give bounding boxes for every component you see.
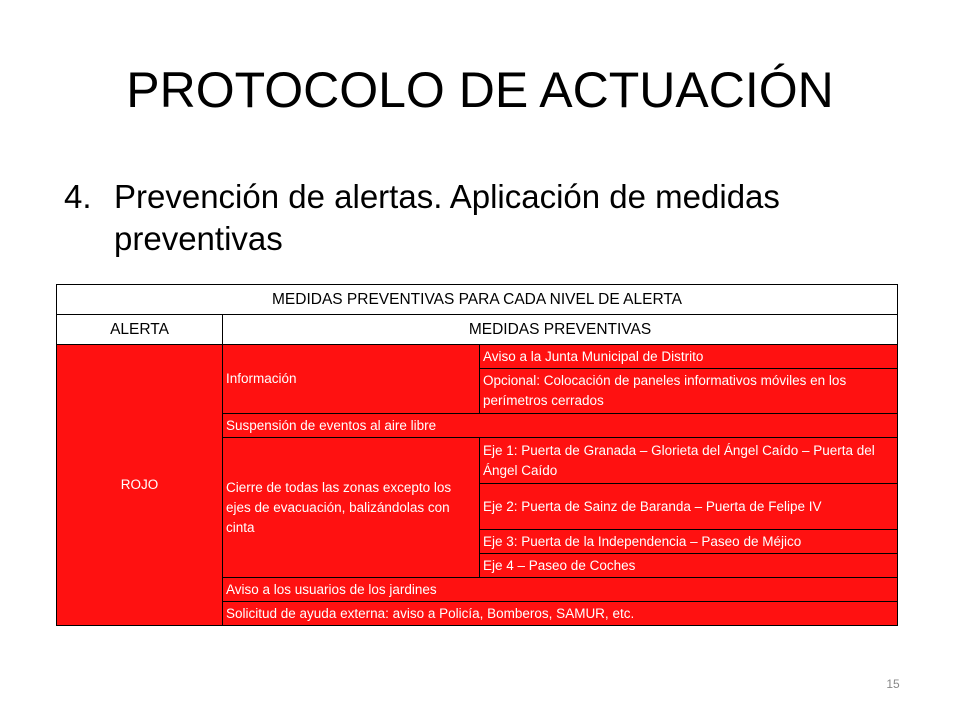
aviso-junta-cell: Aviso a la Junta Municipal de Distrito xyxy=(480,345,898,369)
eje1-cell: Eje 1: Puerta de Granada – Glorieta del Ángel Caído – Puerta del Ángel Caído xyxy=(480,438,898,484)
preventive-measures-table xyxy=(56,284,898,626)
slide-title: PROTOCOLO DE ACTUACIÓN xyxy=(126,62,834,118)
col-header-medidas: MEDIDAS PREVENTIVAS xyxy=(223,315,898,345)
subtitle-number: 4. xyxy=(64,178,92,215)
col-header-alerta: ALERTA xyxy=(57,315,223,345)
informacion-cell: Información xyxy=(223,345,480,414)
cierre-cell: Cierre de todas las zonas excepto los ejes de evacuación, balizándolas con cinta xyxy=(223,438,480,578)
table-header-row xyxy=(57,285,898,315)
alert-level-cell: ROJO xyxy=(57,345,223,626)
slide-subtitle xyxy=(64,176,914,260)
eje4-cell: Eje 4 – Paseo de Coches xyxy=(480,554,898,578)
page-number: 15 xyxy=(886,677,900,691)
table-row xyxy=(57,345,898,369)
aviso-usuarios-cell: Aviso a los usuarios de los jardines xyxy=(223,578,898,602)
eje3-cell: Eje 3: Puerta de la Independencia – Paseo de Méjico xyxy=(480,530,898,554)
table-column-headers xyxy=(57,315,898,345)
table-header: MEDIDAS PREVENTIVAS PARA CADA NIVEL DE ALERTA xyxy=(57,285,898,315)
suspension-cell: Suspensión de eventos al aire libre xyxy=(223,414,898,438)
opcional-cell: Opcional: Colocación de paneles informativos móviles en los perímetros cerrados xyxy=(480,369,898,414)
solicitud-cell: Solicitud de ayuda externa: aviso a Policía, Bomberos, SAMUR, etc. xyxy=(223,602,898,626)
subtitle-text: Prevención de alertas. Aplicación de medidas preventivas xyxy=(114,178,780,257)
eje2-cell: Eje 2: Puerta de Sainz de Baranda – Puerta de Felipe IV xyxy=(480,484,898,530)
